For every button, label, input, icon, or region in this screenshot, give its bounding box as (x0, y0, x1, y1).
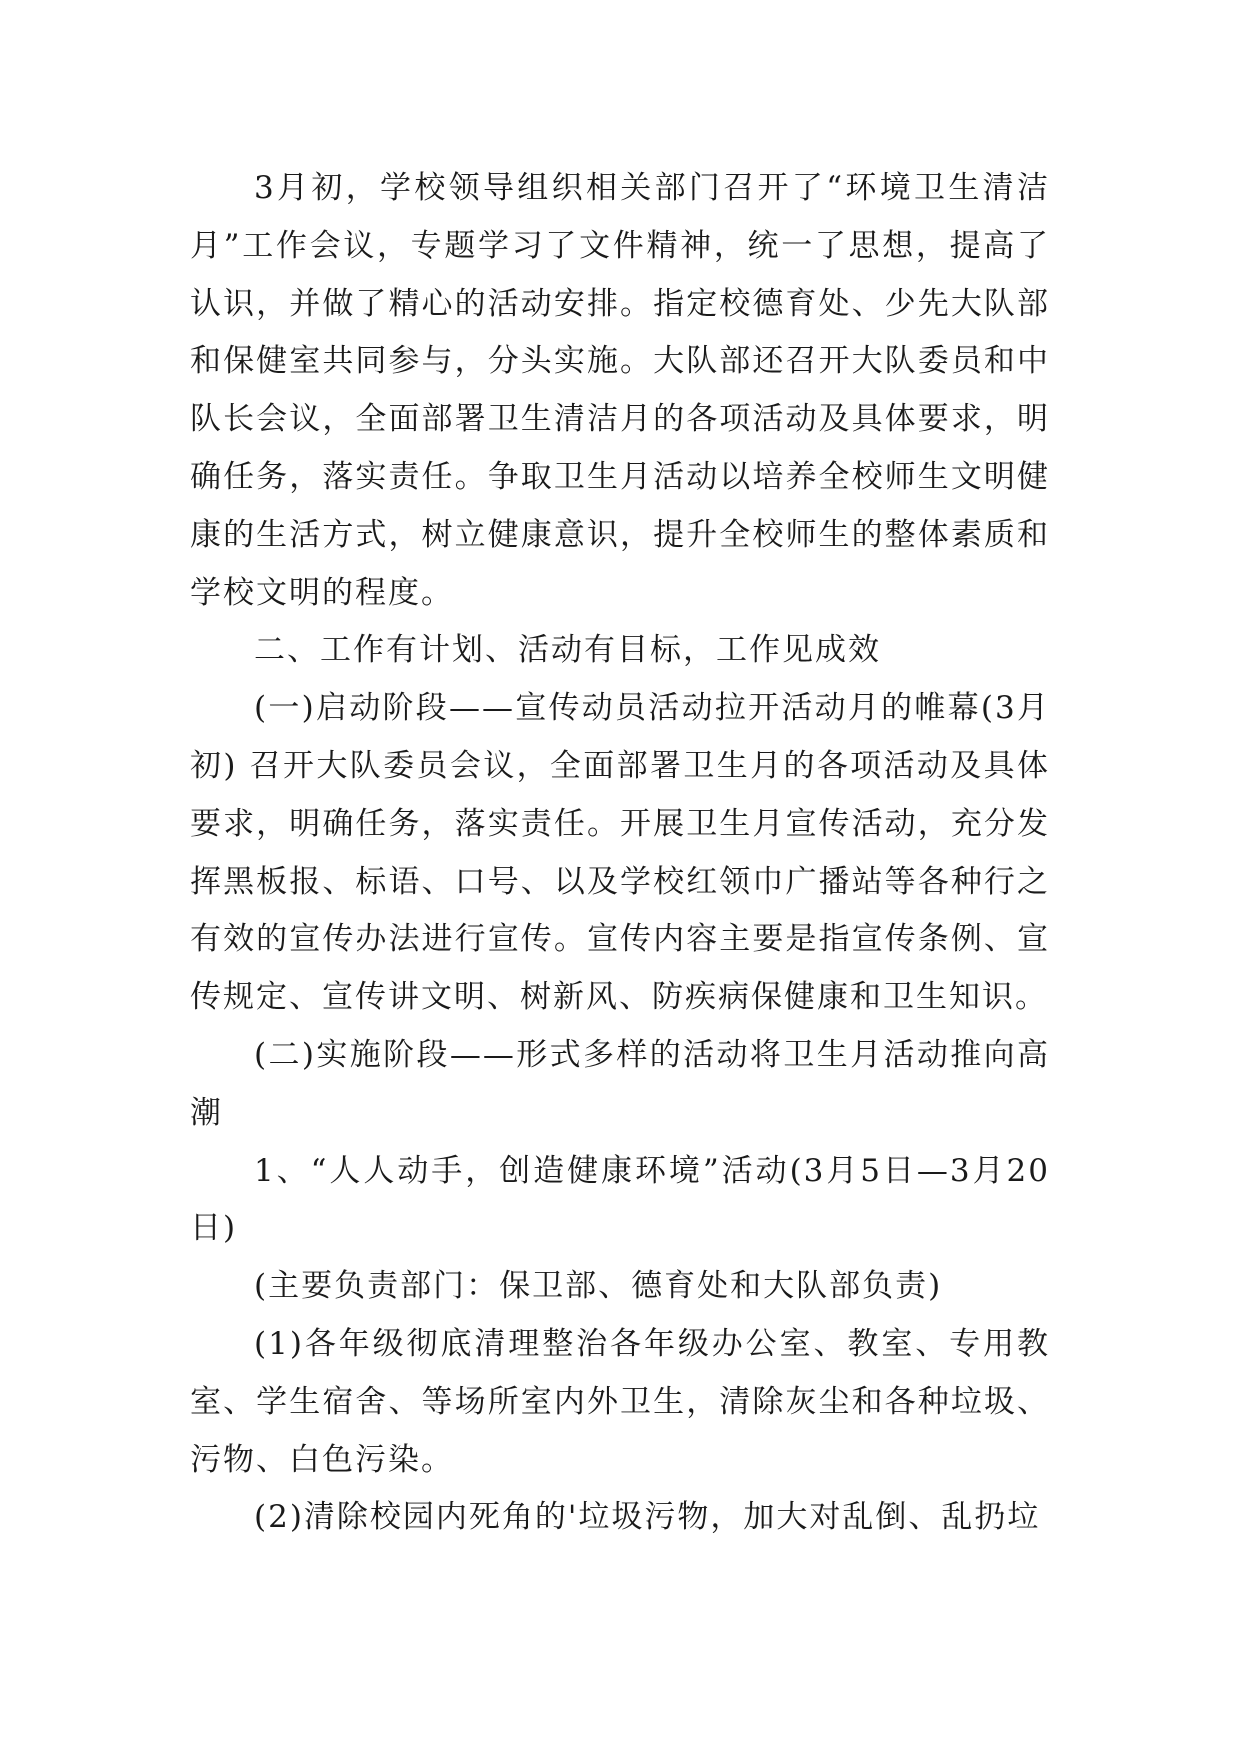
paragraph-responsible-dept: (主要负责部门：保卫部、德育处和大队部负责) (254, 1268, 943, 1305)
paragraph-item-1: (1)各年级彻底清理整治各年级办公室、教室、专用教室、学生宿舍、等场所室内外卫生，清除灰尘和各种垃圾、污物、白色污染。 (190, 1325, 1050, 1478)
paragraph-activity-one: 1、“人人动手，创造健康环境”活动(3月5日—3月20日) (190, 1152, 1050, 1247)
paragraph-item-2: (2)清除校园内死角的'垃圾污物，加大对乱倒、乱扔垃 (254, 1499, 1041, 1536)
paragraph-meeting: 3月初，学校领导组织相关部门召开了“环境卫生清洁月”工作会议，专题学习了文件精神，统一了思想，提高了认识，并做了精心的活动安排。指定校德育处、少先大队部和保健室共同参与，分头实施。大队部还召开大队委员和中队长会议，全面部署卫生清洁月的各项活动及具体要求，明确任务，落实责任。争取卫生月活动以培养全校师生文明健康的生活方式，树立健康意识，提升全校师生的整体素质和学校文明的程度。 (190, 170, 1050, 611)
paragraph-implementation-stage: (二)实施阶段——形式多样的活动将卫生月活动推向高潮 (190, 1036, 1050, 1131)
section-heading-two: 二、工作有计划、活动有目标，工作见成效 (254, 632, 881, 669)
paragraph-launch-stage: (一)启动阶段——宣传动员活动拉开活动月的帷幕(3月初) 召开大队委员会议，全面部署卫生月的各项活动及具体要求，明确任务，落实责任。开展卫生月宣传活动，充分发挥黑板报、标语、口号、以及学校红领巾广播站等各种行之有效的宣传办法进行宣传。宣传内容主要是指宣传条例、宣传规定、宣传讲文明、树新风、防疾病保健康和卫生知识。 (190, 690, 1050, 1016)
document-body (190, 160, 1050, 1547)
